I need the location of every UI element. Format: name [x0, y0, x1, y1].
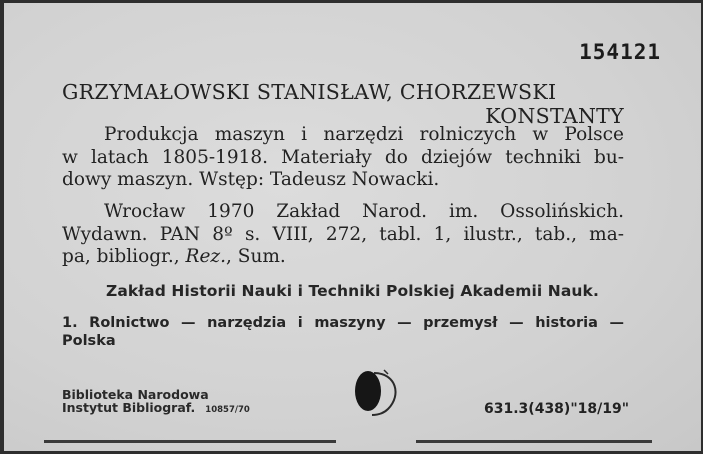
subject-headings — [62, 314, 624, 350]
imprint-line-2: Wydawn. PAN 8º s. VIII, 272, tabl. 1, ilustr., tab., ma- — [62, 223, 624, 245]
accession-number: 154121 — [579, 40, 661, 64]
bottom-rule-right — [416, 440, 652, 443]
bottom-rule-left — [44, 440, 336, 443]
card-print-reference: 10857/70 — [205, 405, 250, 415]
imprint-statement — [62, 201, 624, 269]
library-imprint — [62, 388, 250, 417]
title-line-1: Produkcja maszyn i narzędzi rolniczych w Polsce — [104, 124, 624, 145]
imprint-line-3-start: pa, bibliogr., — [62, 246, 186, 267]
imprint-line-1: Wrocław 1970 Zakład Narod. im. Ossolińskich. — [104, 201, 624, 222]
subject-line-1: 1. Rolnictwo — narzędzia i maszyny — przemysł — historia — — [62, 315, 624, 331]
title-line-2: w latach 1805-1918. Materiały do dziejów techniki bu- — [62, 146, 624, 168]
catalog-card — [4, 3, 701, 451]
summary-language-note: Rez. — [185, 246, 227, 267]
library-logo-icon — [344, 365, 406, 419]
library-name: Biblioteka Narodowa — [62, 387, 209, 402]
library-institute: Instytut Bibliograf. — [62, 400, 196, 415]
institution-note: Zakład Historii Nauki i Techniki Polskiej Akademii Nauk. — [106, 282, 599, 300]
imprint-line-3-end: , Sum. — [226, 246, 286, 267]
authors-line-2: KONSTANTY — [485, 104, 624, 128]
title-statement — [62, 124, 624, 192]
classification-number: 631.3(438)"18/19" — [484, 401, 629, 417]
authors-line-1: GRZYMAŁOWSKI STANISŁAW, CHORZEWSKI — [62, 80, 557, 104]
imprint-line-3 — [62, 246, 624, 269]
subject-line-2: Polska — [62, 333, 116, 349]
authors-heading — [62, 80, 624, 128]
title-line-3: dowy maszyn. Wstęp: Tadeusz Nowacki. — [62, 169, 440, 190]
library-institute-line — [62, 401, 250, 417]
